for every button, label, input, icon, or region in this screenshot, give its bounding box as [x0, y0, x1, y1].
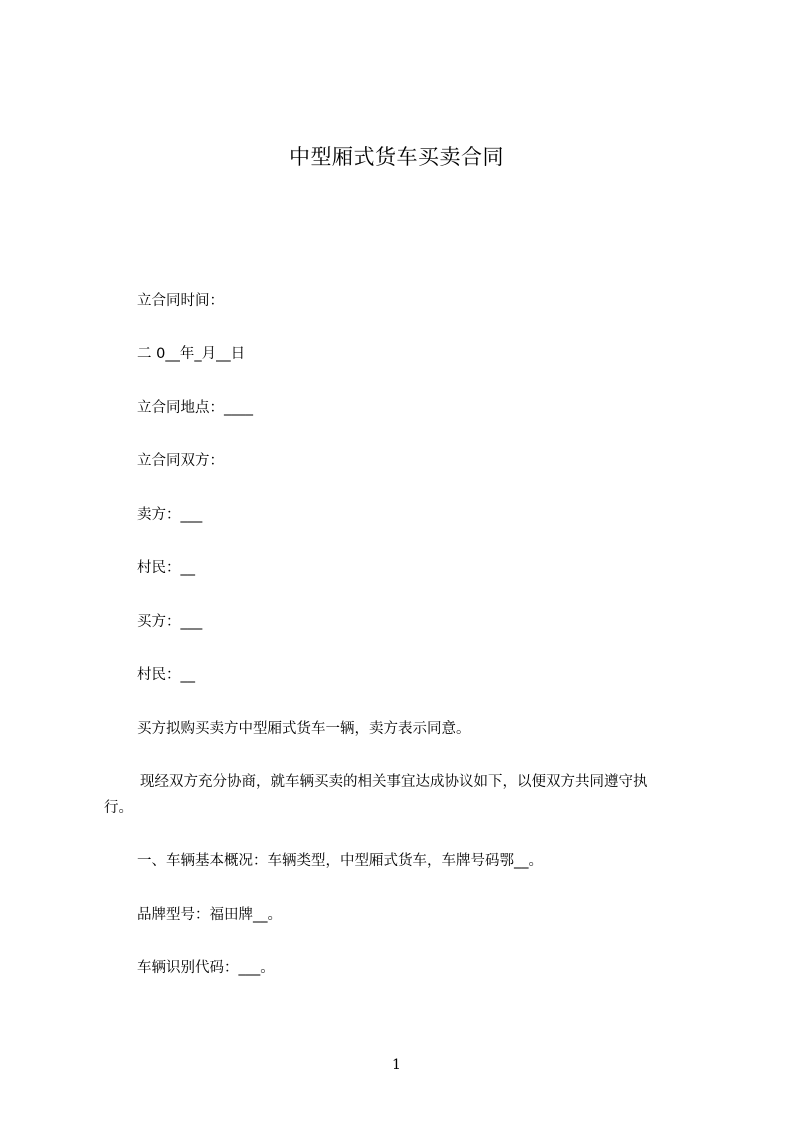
buyer-line: 买方：___ [137, 614, 203, 630]
seller-line: 卖方：___ [137, 507, 203, 523]
document-title: 中型厢式货车买卖合同 [289, 145, 504, 169]
contract-place-line: 立合同地点：____ [137, 400, 253, 416]
agreement-intro-paragraph: 现经双方充分协商，就车辆买卖的相关事宜达成协议如下，以便双方共同遵守执 [140, 774, 648, 790]
brand-model-line: 品牌型号：福田牌__。 [137, 907, 282, 923]
purchase-intent-paragraph: 买方拟购买卖方中型厢式货车一辆，卖方表示同意。 [137, 721, 471, 737]
contract-time-label: 立合同时间： [137, 293, 224, 309]
page-number: 1 [392, 1057, 401, 1073]
buyer-villager-line: 村民：__ [137, 667, 195, 683]
contract-parties-label: 立合同双方： [137, 453, 224, 469]
vin-line: 车辆识别代码：___。 [137, 960, 275, 976]
seller-villager-line: 村民：__ [137, 560, 195, 576]
agreement-intro-continuation: 行。 [104, 800, 133, 816]
contract-date-line: 二 0__年_月__日 [137, 346, 246, 362]
vehicle-overview-clause: 一、车辆基本概况：车辆类型，中型厢式货车，车牌号码鄂__。 [137, 853, 543, 869]
